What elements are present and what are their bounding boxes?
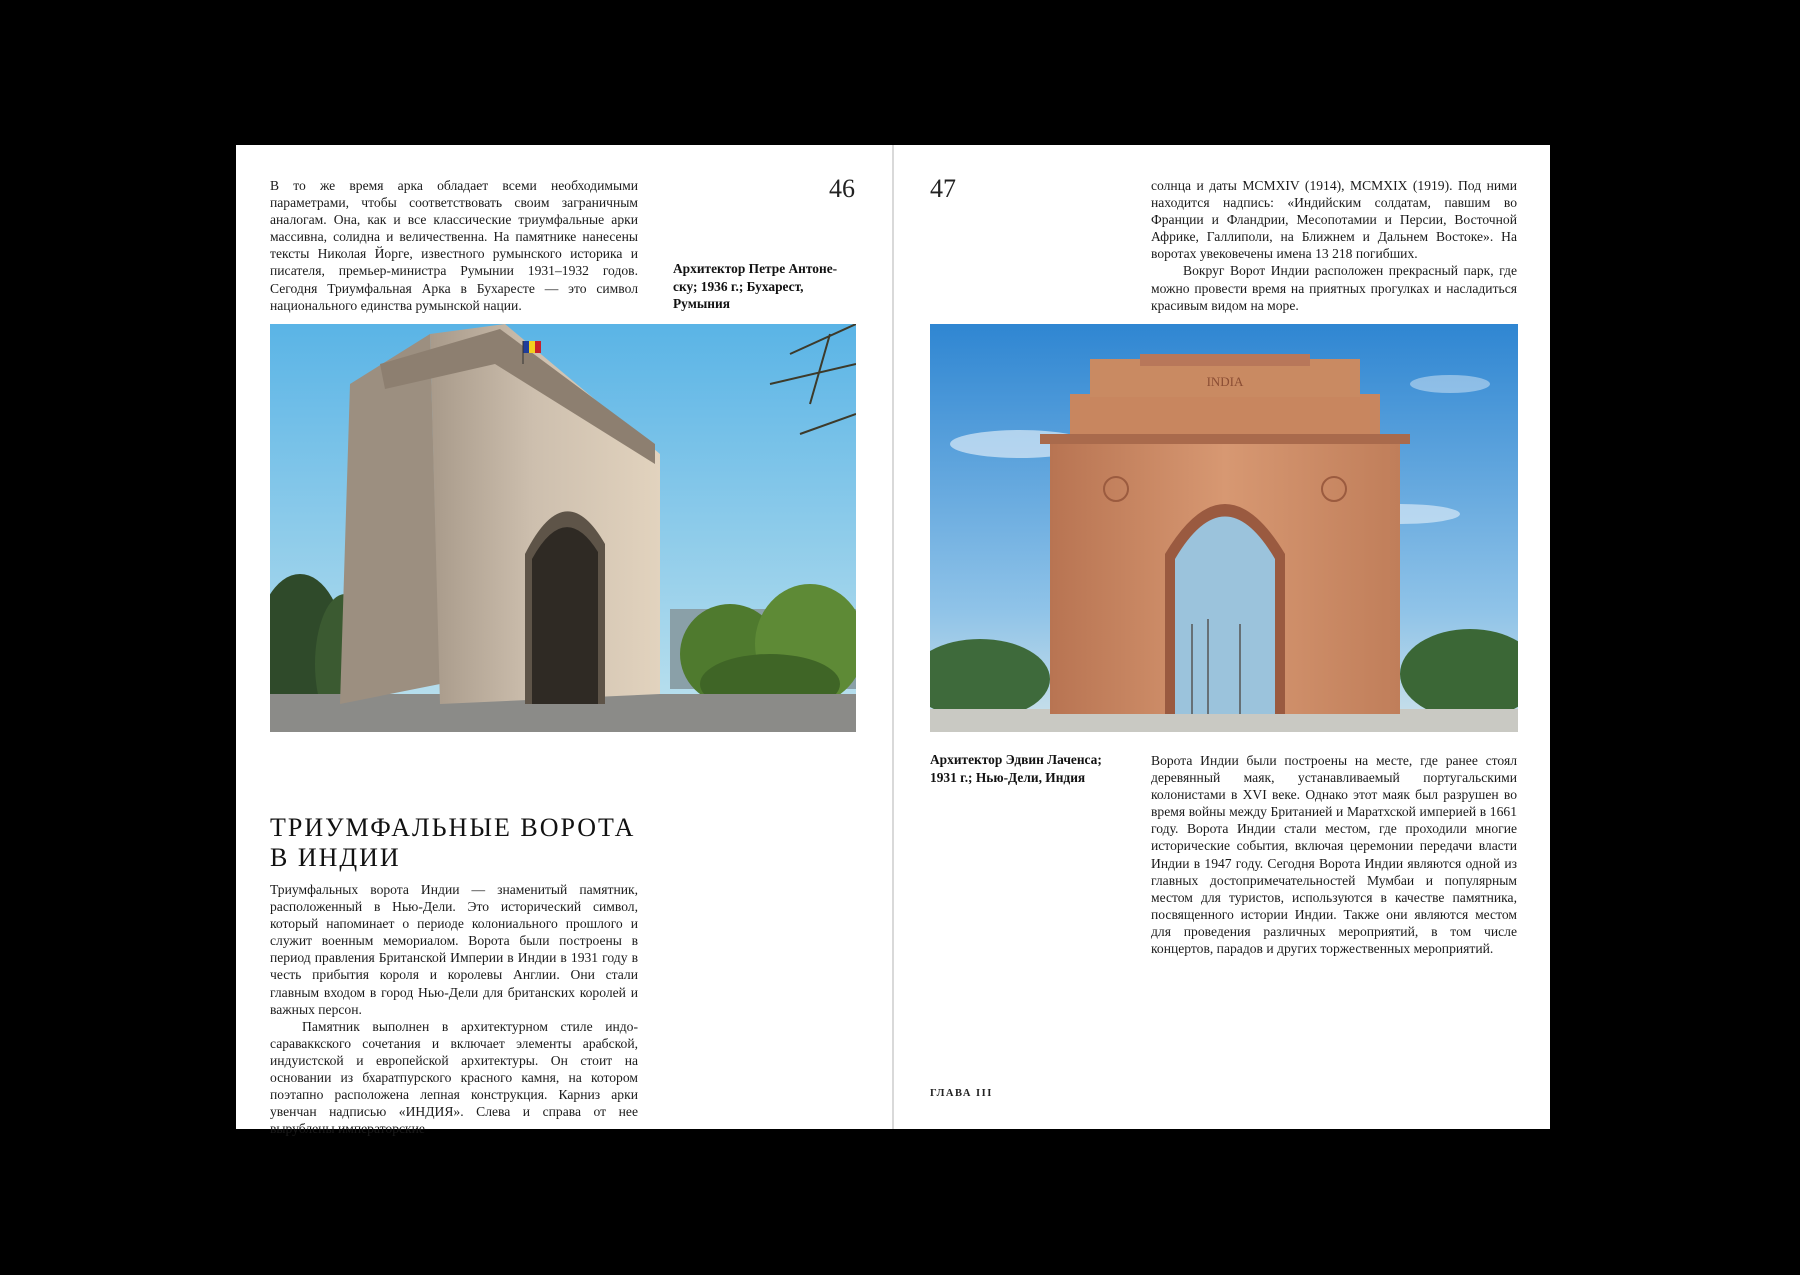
india-gate-photo <box>930 324 1518 732</box>
running-footer: ГЛАВА III <box>930 1088 993 1099</box>
caption-line: ску; 1936 г.; Бухарест, <box>673 278 804 294</box>
left-intro-text <box>270 177 638 314</box>
right-body-paragraph: Ворота Индии были построены на месте, где ранее стоял деревянный маяк, устанавливаемый португальскими колонистами в XVI веке. Однако этот маяк был разрушен во время войны между Британией и Маратхской империей в 1661 году. Ворота Индии стали местом, где проходили многие исторические события, включая церемонии передачи власти Индии в 1947 году. Сегодня Ворота Индии являются одной из главных достопримечательностей Мумбаи и популярным местом для туристов, используются в качестве памятника, посвященного истории Индии. Также они являются местом для проведения различных мероприятий, в том числе концертов, парадов и других торжественных мероприятий. <box>1151 753 1517 957</box>
caption-line: 1931 г.; Нью-Дели, Индия <box>930 769 1086 785</box>
caption-line: Румыния <box>673 296 730 311</box>
left-page-number: 46 <box>829 174 855 203</box>
left-photo-caption <box>673 260 873 313</box>
right-main-text <box>1151 752 1517 957</box>
left-paragraph-1: Триумфальных ворота Индии — знаменитый памятник, расположенный в Нью-Дели. Это исторический символ, который напоминает о периоде колониального прошлого и служит военным мемориалом. Ворота были построены в период правления Британской Империи в Индии в 1931 году в честь прибытия короля и королевы Англии. Они стали главным входом в город Нью-Дели для британских королей и важных персон. <box>270 882 638 1017</box>
left-paragraph-2: Памятник выполнен в архитектурном стиле индо-сараваккского сочетания и включает элементы арабской, индуистской и европейской архитектуры. Он стоит на основании из бхаратпурского красного камня, на котором поэтапно расположена лепная конструкция. Карниз арки увенчан надписью «ИНДИЯ». Слева и справа от нее вырублены императорские <box>270 1018 638 1137</box>
heading-line: В ИНДИИ <box>270 843 401 872</box>
right-top-text <box>1151 177 1517 314</box>
right-top-paragraph: солнца и даты MCMXIV (1914), MCMXIX (1919). Под ними находится надпись: «Индийским солдатам, павшим во Франции и Фландрии, Месопотамии и Персии, Восточной Африке, Галлиполи, на Ближнем и Дальнем Востоке». На воротах увековечены имена 13 218 погибших. <box>1151 178 1517 262</box>
right-photo-caption <box>930 751 1130 786</box>
section-heading <box>270 813 690 873</box>
gate-inscription: INDIA <box>1206 374 1244 389</box>
right-top-paragraph-2: Вокруг Ворот Индии расположен прекрасный парк, где можно провести время на приятных прогулках и насладиться красивым видом на море. <box>1151 263 1517 313</box>
right-page-number: 47 <box>930 174 956 203</box>
left-main-text <box>270 881 638 1137</box>
left-intro-paragraph: В то же время арка обладает всеми необходимыми параметрами, чтобы соответствовать своим заграничным аналогам. Она, как и все классические триумфальные арки массивна, солидна и величественна. На памятнике нанесены тексты Николая Йорге, известного румынского историка и писателя, премьер-министра Румынии 1931–1932 годов. Сегодня Триумфальная Арка в Бухаресте — это символ национального единства румынской нации. <box>270 178 638 313</box>
bucharest-arch-photo <box>270 324 856 732</box>
caption-line: Архитектор Эдвин Лаченса; <box>930 752 1102 767</box>
heading-line: ТРИУМФАЛЬНЫЕ ВОРОТА <box>270 813 636 842</box>
caption-line: Архитектор Петре Антоне- <box>673 261 838 276</box>
